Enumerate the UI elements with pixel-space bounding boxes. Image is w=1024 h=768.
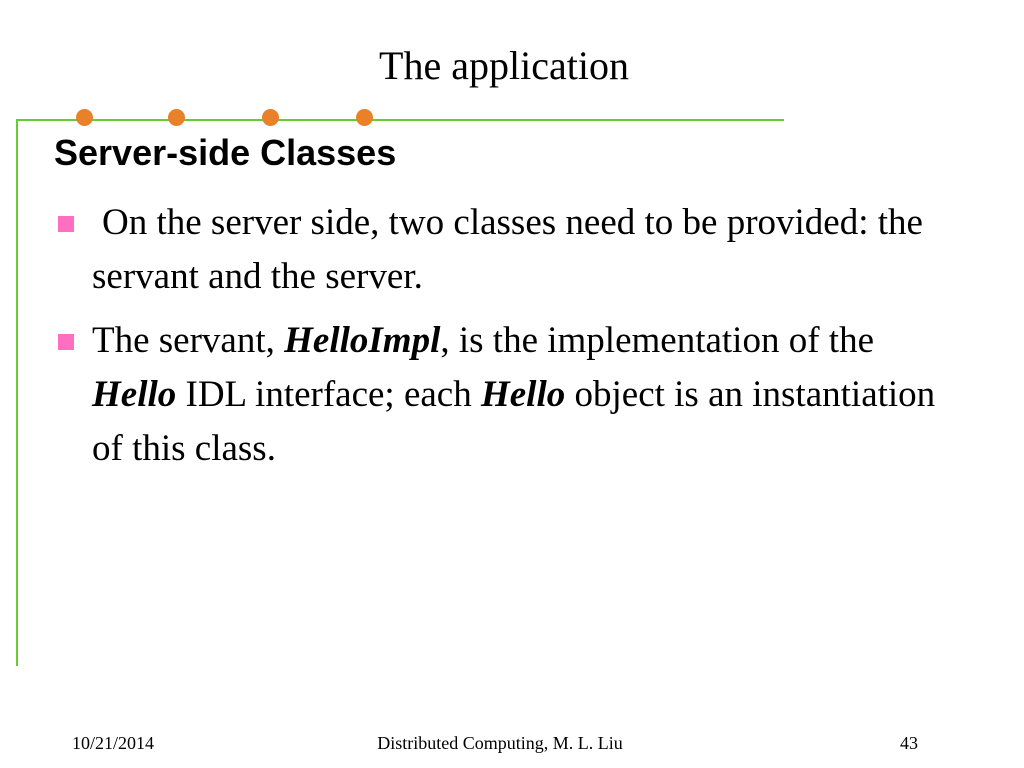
decorative-horizontal-line: [16, 119, 784, 121]
decorative-dot: [168, 109, 185, 126]
bullet-text: [92, 320, 935, 469]
text-run: object is an instantiation of this class.: [92, 374, 936, 469]
text-run: IDL interface; each: [176, 374, 481, 415]
page-number: 43: [900, 733, 918, 753]
footer-date: 10/21/2014: [72, 733, 155, 753]
text-run: The servant,: [92, 320, 285, 361]
bullet-item: [54, 314, 954, 476]
text-run: , is the implementation of the: [440, 320, 874, 361]
section-heading: Server-side Classes: [54, 132, 397, 173]
bullet-text: On the server side, two classes need to be provided: the servant and the server.: [92, 202, 923, 297]
interface-name-hello: Hello: [92, 374, 177, 415]
decorative-vertical-line: [16, 119, 18, 666]
interface-name-hello: Hello: [480, 374, 566, 415]
square-bullet-icon: [58, 334, 74, 350]
square-bullet-icon: [58, 216, 74, 232]
bullet-list: [54, 196, 954, 486]
decorative-dot: [76, 109, 93, 126]
decorative-dot: [356, 109, 373, 126]
decorative-dot: [262, 109, 279, 126]
footer-title: Distributed Computing, M. L. Liu: [377, 733, 623, 753]
bullet-item: [54, 196, 954, 304]
slide-title: The application: [379, 43, 629, 88]
class-name-helloimpl: HelloImpl: [284, 320, 441, 361]
